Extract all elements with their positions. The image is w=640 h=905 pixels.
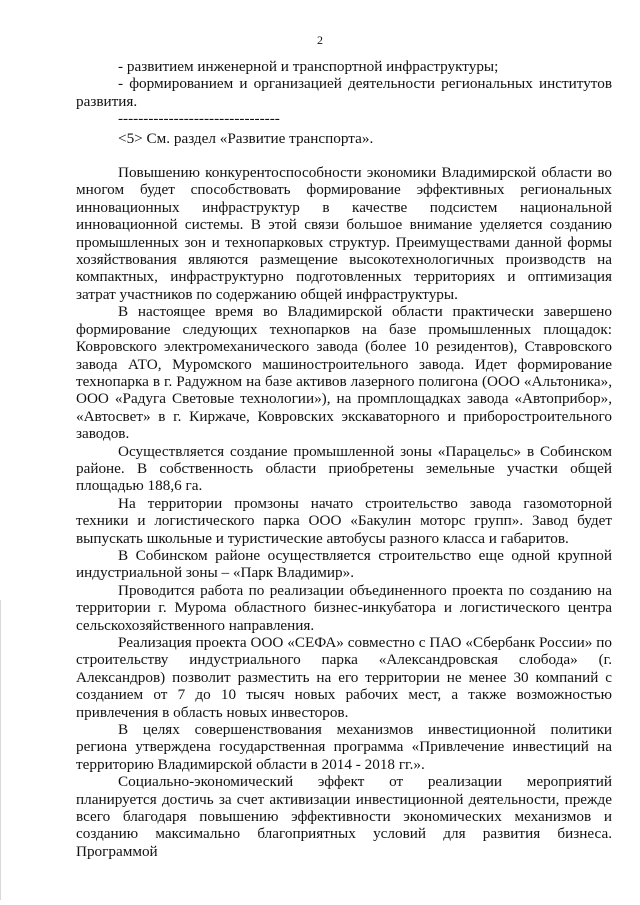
document-body — [76, 58, 612, 860]
paragraph-socioeconomic-effect: Социально-экономический эффект от реализации мероприятий планируется достичь за счет активизации инвестиционной деятельности, прежде всего благодаря повышению эффективности экономических механизмов и созданию максимально благоприятных условий для развития бизнеса. Программой — [76, 773, 612, 860]
paragraph-competitiveness: Повышению конкурентоспособности экономики Владимирской области во многом будет способствовать формирование эффективных региональных инновационных инфраструктур в качестве подсистем национальной инновационной системы. В этой связи большое внимание уделяется созданию промышленных зон и технопарковых структур. Преимуществами данной формы хозяйствования являются размещение высокотехнологичных производств на компактных, инфраструктурно подготовленных территориях и оптимизация затрат участников по содержанию общей инфраструктуры. — [76, 164, 612, 303]
scan-edge-line — [0, 600, 1, 900]
list-item-institutes: - формированием и организацией деятельности региональных институтов развития. — [76, 75, 612, 110]
paragraph-park-vladimir: В Собинском районе осуществляется строительство еще одной крупной индустриальной зоны – «Парк Владимир». — [76, 546, 612, 582]
footnote-separator: -------------------------------- — [118, 110, 280, 128]
paragraph-state-program: В целях совершенствования механизмов инвестиционной политики региона утверждена государственная программа «Привлечение инвестиций на территорию Владимирской области в 2014 - 2018 гг.». — [76, 721, 612, 773]
paragraph-bakulin-plant: На территории промзоны начато строительство завода газомоторной техники и логистического парка ООО «Бакулин моторс групп». Завод будет выпускать школьные и туристические автобусы разного класса и габаритов. — [76, 494, 612, 547]
paragraph-sefa-project: Реализация проекта ООО «СЕФА» совместно с ПАО «Сбербанк России» по строительству индустриального парка «Александровская слобода» (г. Александров) позволит разместить на его территории не менее 30 компаний с созданием от 7 до 10 тысяч новых рабочих мест, а также возможностью привлечения в область новых инвесторов. — [76, 634, 612, 721]
paragraph-paracels-zone: Осуществляется создание промышленной зоны «Парацельс» в Собинском районе. В собственность области приобретены земельные участки общей площадью 188,6 га. — [76, 442, 612, 495]
list-item-infrastructure: - развитием инженерной и транспортной инфраструктуры; — [118, 58, 499, 75]
footnote-5: <5> См. раздел «Развитие транспорта». — [118, 129, 374, 147]
paragraph-murom-incubator: Проводится работа по реализации объединенного проекта по созданию на территории г. Мурома областного бизнес-инкубатора и логистического центра сельскохозяйственного направления. — [76, 581, 612, 634]
paragraph-technoparks: В настоящее время во Владимирской области практически завершено формирование следующих технопарков на базе промышленных площадок: Ковровского электромеханического завода (более 10 резидентов), Ставровского завода АТО, Муромского машиностроительного завода. Идет формирование технопарка в г. Радужном на базе активов лазерного полигона (ООО «Альтоника», ООО «Радуга Световые технологии»), на промплощадках завода «Автоприбор», «Автосвет» в г. Киржаче, Ковровских экскаваторного и приборостроительного заводов. — [76, 303, 612, 443]
page-number: 2 — [317, 33, 323, 47]
